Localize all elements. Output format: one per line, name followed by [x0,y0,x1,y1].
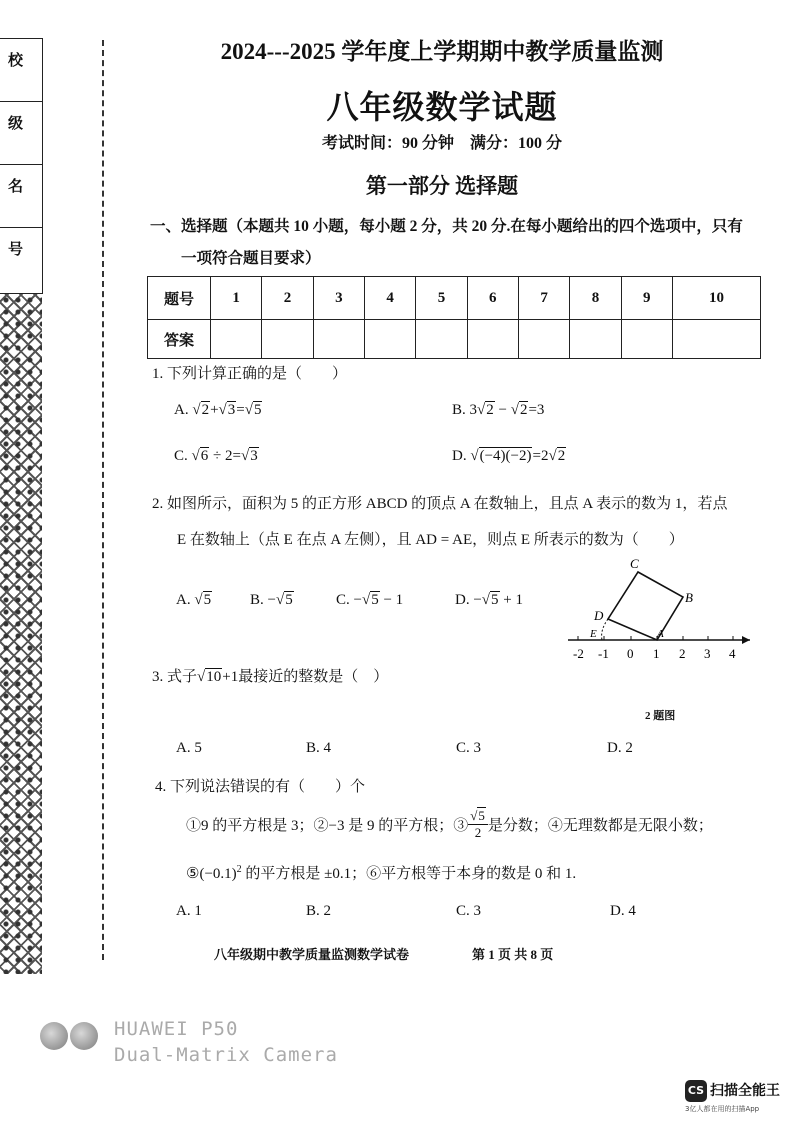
q2-b-prefix: B. − [250,592,276,608]
footer-title: 八年级期中教学质量监测数学试卷 [214,947,410,962]
decorative-border-pattern [0,294,42,974]
q1-b-radicand1: 2 [486,402,494,418]
q3-stem-suffix: +1最接近的整数是（ ） [222,669,389,685]
q1-c-radicand2: 3 [250,448,258,464]
answer-cell[interactable] [262,320,313,359]
q1-a-radicand3: 5 [253,402,262,418]
exam-title: 2024---2025 学年度上学期期中教学质量监测 [220,39,664,64]
q1-c-op: ÷ 2= [209,448,241,464]
tick-label: 4 [729,646,736,661]
table-answer-label: 答案 [148,320,211,359]
point-label-a: A [657,628,664,640]
q3-option-d: D. 2 [607,740,633,756]
tick-label: 0 [627,646,634,661]
q1-option-b: B. 3√2 − √2=3 [452,402,545,418]
table-cell-number: 3 [313,277,364,320]
student-info-box [0,38,43,294]
scanner-app-tagline: 3亿人都在用的扫描App [685,1105,760,1113]
q1-a-prefix: A. [174,402,189,418]
q4-statement-line2 [186,862,576,883]
tick-label: 3 [704,646,711,661]
table-cell-number: 4 [364,277,415,320]
q4-fraction-denominator: 2 [474,825,482,840]
q2-a-prefix: A. [176,592,191,608]
q2-c-suffix: − 1 [379,592,404,608]
table-cell-number: 8 [570,277,621,320]
q4-option-c: C. 3 [456,903,482,919]
q4-s2-suffix: 的平方根是 ±0.1；⑥平方根等于本身的数是 0 和 1. [241,866,577,882]
footer-page-number: 第 1 页 共 8 页 [472,947,554,962]
scanner-app-name: 扫描全能王 [710,1083,780,1099]
q1-a-op: + [210,402,219,418]
q3-option-c: C. 3 [456,740,482,756]
question-4-stem: 4. 下列说法错误的有（ ）个 [155,779,366,795]
q1-option-c: C. √6 ÷ 2=√3 [174,448,258,464]
q1-option-a: A. √2+√3=√5 [174,402,262,418]
q2-c-radicand: 5 [371,592,379,608]
tick-label: 2 [679,646,686,661]
q2-b-radicand: 5 [285,592,293,608]
label-number: 号 [8,242,24,258]
section-heading-line1: 一、选择题（本题共 10 小题，每小题 2 分，共 20 分.在每小题给出的四个选项中，只有 [150,218,743,235]
tick-label: 1 [653,646,660,661]
q2-figure [560,552,760,672]
table-cell-number: 6 [467,277,518,320]
q2-stem-line1: 2. 如图所示，面积为 5 的正方形 ABCD 的顶点 A 在数轴上，且点 A 表示的数为 1，若点 [152,496,728,512]
q4-option-d: D. 4 [610,903,636,919]
point-label-d: D [594,608,604,623]
q1-c-radicand1: 6 [200,448,209,464]
table-row-numbers [148,277,761,320]
q4-statement-line1 [186,808,713,848]
q2-option-b: B. −√5 [250,592,293,608]
camscanner-logo-icon: CS [685,1080,707,1102]
q2-a-radicand: 5 [203,592,212,608]
q1-b-prefix: B. 3 [452,402,478,418]
q1-d-radicand1: (−4)(−2) [479,448,532,464]
q2-d-suffix: + 1 [499,592,523,608]
q2-d-radicand: 5 [491,592,499,608]
question-1-stem: 1. 下列计算正确的是（ ） [152,366,348,382]
square-abcd [608,572,683,640]
answer-cell[interactable] [211,320,262,359]
question-3-stem: 3. 式子√10+1最接近的整数是（ ） [152,669,389,685]
table-cell-number: 1 [211,277,262,320]
label-name: 名 [8,179,24,195]
q2-option-c: C. −√5 − 1 [336,592,404,608]
table-header-label: 题号 [148,277,211,320]
subject-title: 八年级数学试题 [326,89,558,125]
question-2-stem [152,486,762,558]
q4-s2-exponent: 2 [236,864,242,875]
answer-cell[interactable] [518,320,569,359]
table-cell-number: 9 [621,277,672,320]
point-label-b: B [685,590,693,605]
q2-option-d: D. −√5 + 1 [455,592,523,608]
q4-fraction [468,808,488,841]
table-cell-number: 5 [416,277,467,320]
camera-watermark-line1: HUAWEI P50 [114,1018,239,1040]
q2-c-prefix: C. − [336,592,362,608]
q1-b-radicand2: 2 [519,402,528,418]
q2-d-prefix: D. − [455,592,482,608]
q1-a-eq: = [236,402,245,418]
answer-cell[interactable] [313,320,364,359]
q3-radicand: 10 [206,669,222,685]
label-school: 校 [8,53,24,69]
camera-lens-icon [40,1022,68,1050]
label-class: 级 [8,116,24,132]
camera-lens-icon [70,1022,98,1050]
table-cell-number: 7 [518,277,569,320]
q1-option-d: D. √(−4)(−2)=2√2 [452,448,566,464]
q4-fraction-radicand: 5 [478,808,485,823]
section-heading [150,211,770,275]
point-label-e: E [590,628,597,640]
q1-d-eq: =2 [532,448,549,464]
number-line-arrow [742,636,750,644]
table-cell-number: 10 [672,277,760,320]
answer-cell[interactable] [672,320,760,359]
q2-option-a: A. √5 [176,592,212,608]
answer-table [147,276,761,359]
answer-cell[interactable] [621,320,672,359]
table-row-answers [148,320,761,359]
q1-b-eq: =3 [528,402,545,418]
q4-s1-suffix: 是分数；④无理数都是无限小数； [487,818,713,834]
q4-s2-prefix: ⑤(−0.1) [186,866,237,882]
exam-info: 考试时间：90 分钟 满分：100 分 [321,135,562,152]
q1-d-radicand2: 2 [557,448,566,464]
section-heading-line2: 一项符合题目要求） [181,250,321,267]
q4-fraction-numerator: √5 [468,808,488,825]
q1-a-radicand1: 2 [201,402,210,418]
point-label-c: C [630,556,639,571]
q1-d-prefix: D. [452,448,467,464]
q3-option-b: B. 4 [306,740,332,756]
answer-cell[interactable] [364,320,415,359]
answer-cell[interactable] [416,320,467,359]
q3-stem-prefix: 3. 式子 [152,669,198,685]
q1-a-radicand2: 3 [227,402,236,418]
info-cell-number [0,228,42,291]
q4-option-a: A. 1 [176,903,202,919]
q2-stem-line2: E 在数轴上（点 E 在点 A 左侧），且 AD = AE，则点 E 所表示的数为（ ） [177,532,684,548]
q3-option-a: A. 5 [176,740,202,756]
q1-b-op: − [494,402,511,418]
tick-label: -2 [573,646,584,661]
camera-watermark [114,1016,338,1068]
table-cell-number: 2 [262,277,313,320]
answer-cell[interactable] [467,320,518,359]
camera-watermark-line2: Dual-Matrix Camera [114,1044,338,1066]
q1-c-prefix: C. [174,448,188,464]
figure-caption: 2 题图 [645,710,676,722]
tick-label: -1 [598,646,609,661]
q4-s1-text: ①9 的平方根是 3；②−3 是 9 的平方根；③ [186,818,469,834]
part-heading: 第一部分 选择题 [365,174,519,198]
q4-option-b: B. 2 [306,903,332,919]
answer-cell[interactable] [570,320,621,359]
